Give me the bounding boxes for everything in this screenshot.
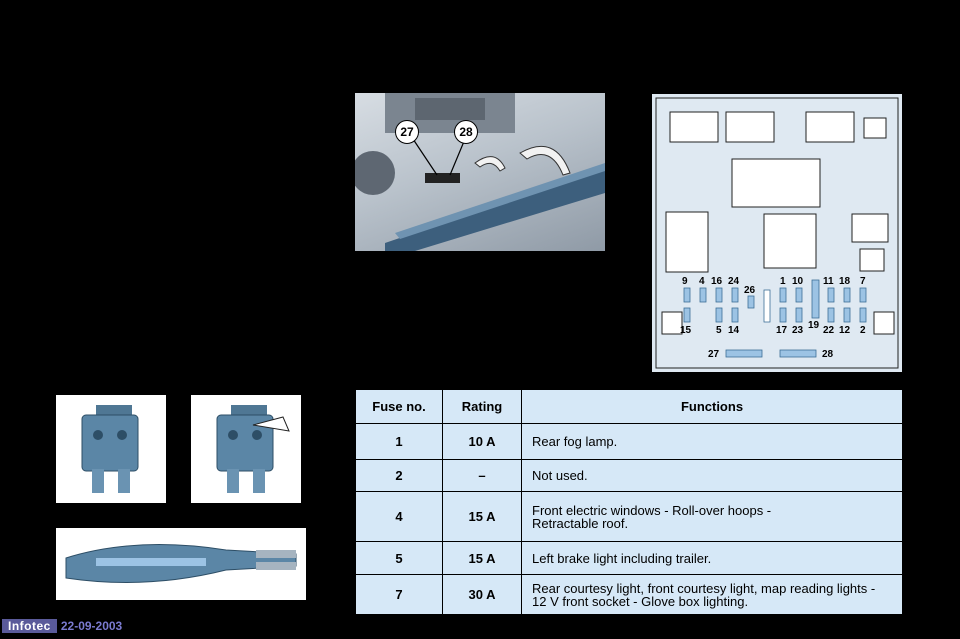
fuse-rating: 15 A: [443, 492, 522, 542]
infotec-logo: Infotec: [2, 619, 57, 633]
fuse-no: 7: [356, 575, 443, 615]
diagram-label: 1: [780, 276, 786, 287]
fuse-no: 2: [356, 460, 443, 492]
fuse-rating: –: [443, 460, 522, 492]
diagram-label: 14: [728, 325, 740, 336]
diagram-label: 5: [716, 325, 722, 336]
table-row: [356, 460, 903, 492]
fuse-rating: 15 A: [443, 542, 522, 575]
diagram-label: 4: [699, 276, 705, 287]
diagram-label: 27: [708, 349, 720, 360]
diagram-label: 2: [860, 325, 866, 336]
diagram-label: 22: [823, 325, 835, 336]
fuse-rating: 30 A: [443, 575, 522, 615]
fuse-puller-tool-photo: [56, 528, 306, 600]
header-fuse-no: Fuse no.: [356, 390, 443, 424]
callout-27: 27: [395, 120, 419, 144]
table-row: [356, 492, 903, 542]
diagram-label: 7: [860, 276, 866, 287]
fuse-function: Front electric windows - Roll-over hoops - Retractable roof.: [522, 492, 903, 542]
fuse-function: Not used.: [522, 460, 903, 492]
diagram-label: 15: [680, 325, 692, 336]
diagram-label: 24: [728, 276, 740, 287]
diagram-label: 16: [711, 276, 723, 287]
table-row: [356, 542, 903, 575]
diagram-label: 11: [823, 276, 834, 287]
car-interior-photo: [355, 93, 605, 251]
fuse-no: 4: [356, 492, 443, 542]
fuse-blown-photo: [191, 395, 301, 503]
fuse-function: Left brake light including trailer.: [522, 542, 903, 575]
diagram-label: 9: [682, 276, 688, 287]
header-rating: Rating: [443, 390, 522, 424]
fuse-table: [355, 389, 903, 615]
diagram-label: 23: [792, 325, 804, 336]
fuse-function: Rear courtesy light, front courtesy light, map reading lights - 12 V front socket - Glove box lighting.: [522, 575, 903, 615]
footer-date: 22-09-2003: [60, 619, 123, 633]
table-row: [356, 575, 903, 615]
diagram-label: 12: [839, 325, 851, 336]
footer: [2, 618, 122, 634]
table-row: [356, 424, 903, 460]
fuse-function: Rear fog lamp.: [522, 424, 903, 460]
diagram-label: 18: [839, 276, 851, 287]
diagram-label: 17: [776, 325, 788, 336]
fuse-box-diagram: [652, 94, 902, 372]
diagram-label: 28: [822, 349, 834, 360]
fuse-rating: 10 A: [443, 424, 522, 460]
fuse-intact-photo: [56, 395, 166, 503]
table-header-row: [356, 390, 903, 424]
fuse-no: 5: [356, 542, 443, 575]
diagram-label: 19: [808, 320, 820, 331]
header-functions: Functions: [522, 390, 903, 424]
diagram-label: 10: [792, 276, 804, 287]
fuse-no: 1: [356, 424, 443, 460]
diagram-label: 26: [744, 285, 756, 296]
callout-28: 28: [454, 120, 478, 144]
